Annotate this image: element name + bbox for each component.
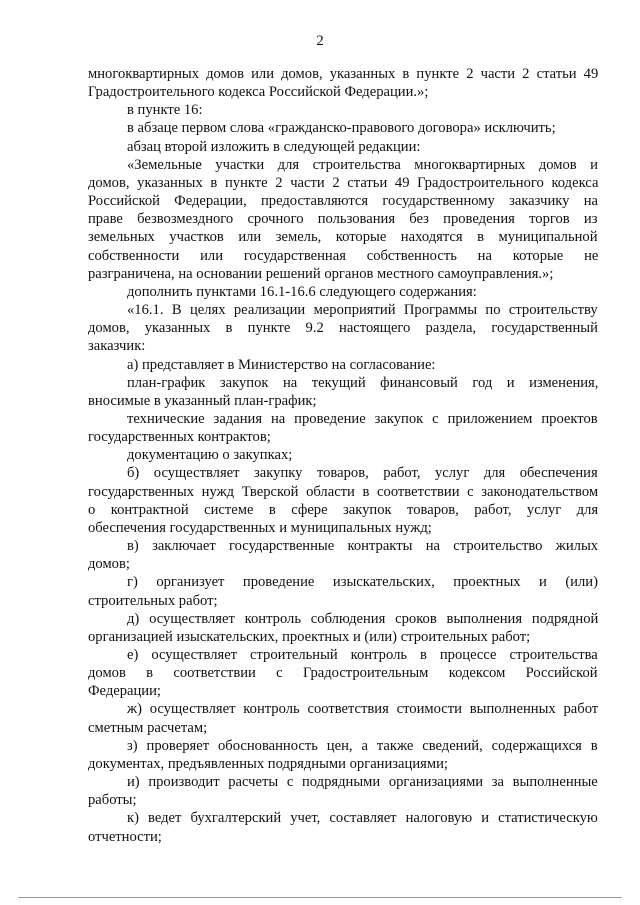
text-line: е) осуществляет строительный контроль в процессе строительства xyxy=(127,647,598,663)
text-line: документацию о закупках; xyxy=(127,447,293,464)
text-line: обеспечения государственных и муниципальных нужд; xyxy=(88,519,432,536)
text-line: домов; xyxy=(88,556,130,573)
text-line: строительных работ; xyxy=(88,592,218,609)
text-line: «Земельные участки для строительства многоквартирных домов и xyxy=(127,156,598,173)
text-line: домов в соответствии с Градостроительным кодексом Российской xyxy=(88,665,598,682)
text-line: к) ведет бухгалтерский учет, составляет налоговую и статистическую xyxy=(127,810,598,827)
text-line: организацией изыскательских, проектных и (или) строительных работ; xyxy=(88,628,531,645)
text-line: земельных участков или земель, которые находятся в муниципальной xyxy=(88,229,598,246)
paragraph xyxy=(88,737,598,773)
paragraph xyxy=(88,101,598,119)
paragraph xyxy=(88,410,598,446)
text-line: работы; xyxy=(88,792,137,809)
paragraph xyxy=(88,537,598,573)
paragraph xyxy=(88,700,598,736)
text-line: в пункте 16: xyxy=(127,102,203,119)
text-line: Российской Федерации, предоставляются государственному заказчику на xyxy=(88,193,599,210)
paragraph xyxy=(88,119,598,137)
text-line: а) представляет в Министерство на согласование: xyxy=(127,356,436,373)
text-line: вносимые в указанный план-график; xyxy=(88,392,317,409)
text-line: Федерации; xyxy=(88,683,161,700)
paragraph xyxy=(88,356,598,374)
paragraph xyxy=(88,301,598,355)
text-line: з) проверяет обоснованность цен, а также сведений, содержащихся в xyxy=(127,737,598,754)
text-line: праве безвозмездного срочного пользования без проведения торгов из xyxy=(88,211,598,228)
text-line: разграничена, на основании решений органов местного самоуправления.»; xyxy=(88,265,554,282)
text-line: и) производит расчеты с подрядными организациями за выполненные xyxy=(127,774,598,791)
paragraph xyxy=(88,646,598,700)
text-line: «16.1. В целях реализации мероприятий Программы по строительству xyxy=(127,302,598,319)
text-line: Градостроительного кодекса Российской Федерации.»; xyxy=(88,84,429,101)
text-line: государственных контрактов; xyxy=(88,429,271,446)
paragraph xyxy=(88,374,598,410)
text-line: документах, предъявленных подрядными организациями; xyxy=(88,755,448,772)
paragraph xyxy=(88,809,598,845)
paragraph xyxy=(88,156,598,283)
text-line: многоквартирных домов или домов, указанных в пункте 2 части 2 статьи 49 xyxy=(88,66,599,82)
paragraph xyxy=(88,573,598,609)
page-number: 2 xyxy=(316,33,324,49)
text-line: государственных нужд Тверской области в соответствии с законодательством xyxy=(88,483,599,500)
paragraph xyxy=(88,773,598,809)
text-line: домов, указанных в пункте 9.2 настоящего раздела, государственный xyxy=(88,320,598,337)
text-line: д) осуществляет контроль соблюдения сроков выполнения подрядной xyxy=(127,610,599,627)
footer-rule xyxy=(18,897,622,898)
paragraph xyxy=(88,464,598,537)
text-line: в) заключает государственные контракты на строительство жилых xyxy=(127,538,599,555)
text-line: г) организует проведение изыскательских, проектных и (или) xyxy=(127,574,598,591)
text-line: домов, указанных в пункте 2 части 2 статьи 49 Градостроительного кодекса xyxy=(88,174,599,191)
document-body xyxy=(88,65,598,846)
text-line: о контрактной системе в сфере закупок товаров, работ, услуг для xyxy=(88,501,599,518)
paragraph xyxy=(88,610,598,646)
text-line: план-график закупок на текущий финансовый год и изменения, xyxy=(127,374,599,391)
paragraph xyxy=(88,138,598,156)
text-line: сметным расчетам; xyxy=(88,719,208,736)
paragraph xyxy=(88,446,598,464)
text-line: б) осуществляет закупку товаров, работ, услуг для обеспечения xyxy=(127,465,598,482)
text-line: абзац второй изложить в следующей редакции: xyxy=(127,138,421,155)
text-line: собственности или государственная собственность на которые не xyxy=(88,247,599,264)
text-line: заказчик: xyxy=(88,338,146,355)
text-line: дополнить пунктами 16.1-16.6 следующего содержания: xyxy=(127,283,477,300)
text-line: ж) осуществляет контроль соответствия стоимости выполненных работ xyxy=(127,701,599,718)
paragraph xyxy=(88,283,598,301)
paragraph xyxy=(88,65,598,101)
text-line: в абзаце первом слова «гражданско-правового договора» исключить; xyxy=(127,120,556,137)
text-line: отчетности; xyxy=(88,828,162,845)
text-line: технические задания на проведение закупок с приложением проектов xyxy=(127,410,598,427)
